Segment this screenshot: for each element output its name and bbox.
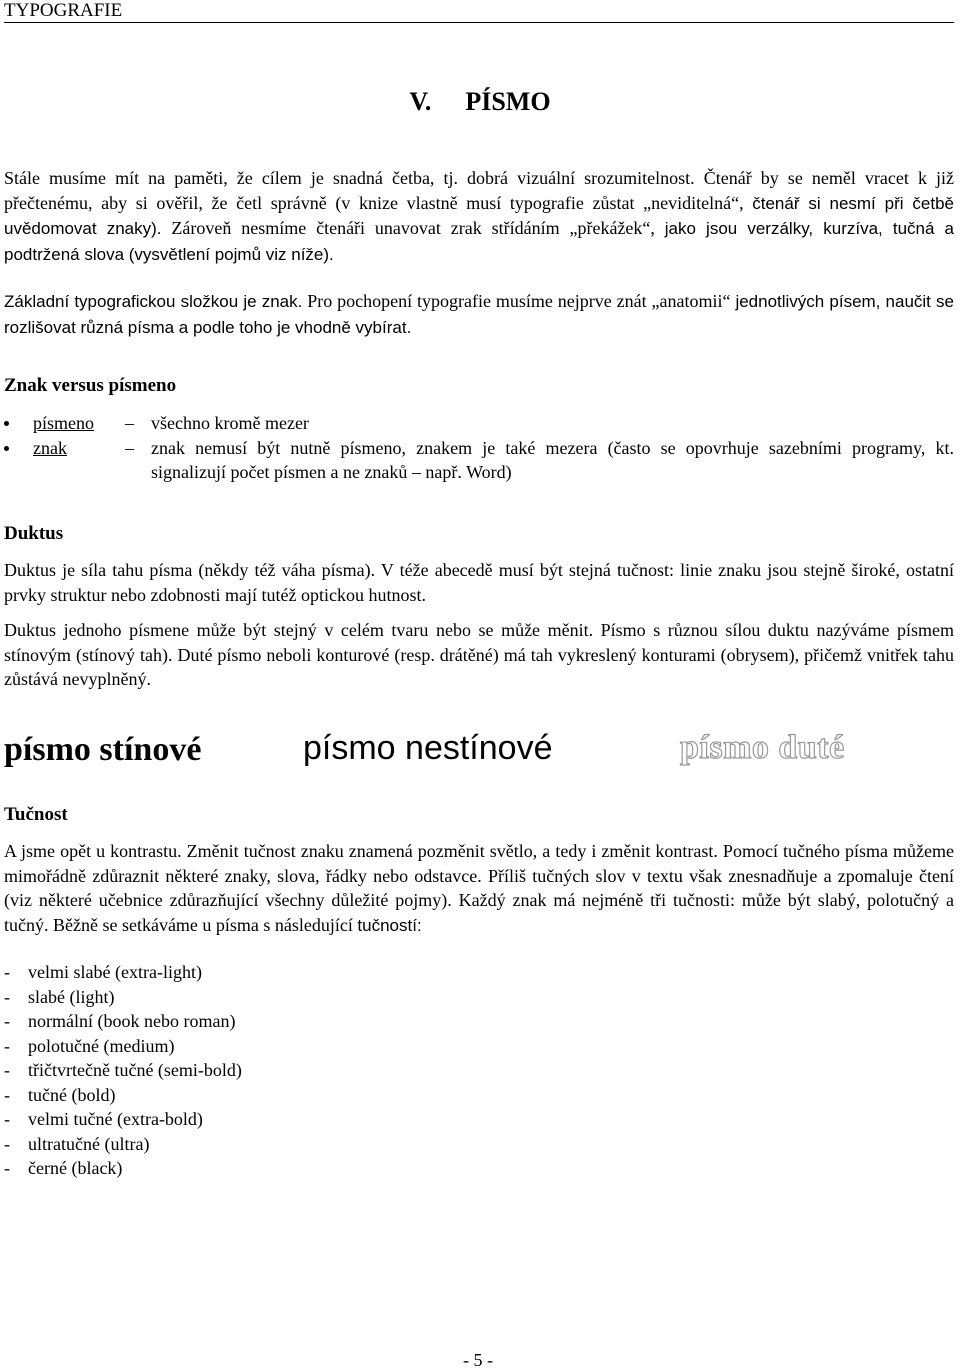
header-title: TYPOGRAFIE bbox=[4, 0, 123, 21]
list-dash: - bbox=[4, 1158, 10, 1178]
heading-duktus: Duktus bbox=[4, 523, 64, 544]
bullet-dash: – bbox=[125, 437, 134, 458]
weight-list-item bbox=[4, 1107, 954, 1132]
intro-text-c-sans: jako jsou verzálky, kurzíva, tučná a podtržená slova (vysvětlení pojmů viz níže). bbox=[4, 219, 954, 264]
tucnost-text-sans: tučností: bbox=[357, 915, 422, 935]
weight-label: slabé (light) bbox=[28, 986, 115, 1007]
znak-bullet-list bbox=[4, 411, 954, 485]
page-number bbox=[0, 1349, 960, 1371]
weight-list-item bbox=[4, 960, 954, 985]
chapter-title bbox=[0, 86, 960, 118]
bullet-dot-icon bbox=[4, 421, 9, 426]
weight-label: velmi tučné (extra-bold) bbox=[28, 1109, 203, 1129]
weight-list-item bbox=[4, 1009, 954, 1034]
list-dash: - bbox=[4, 1133, 10, 1154]
weight-list-item bbox=[4, 1083, 954, 1108]
page-number-text: - 5 - bbox=[463, 1350, 493, 1370]
weight-label: normální (book nebo roman) bbox=[28, 1011, 236, 1031]
weight-list-item bbox=[4, 1156, 954, 1181]
bullet-dash: – bbox=[125, 413, 134, 433]
weight-label: ultratučné (ultra) bbox=[28, 1133, 150, 1154]
intro-text-b: Zároveň nesmíme čtenáři unavovat zrak střídáním „překážek“, bbox=[161, 218, 665, 238]
list-dash: - bbox=[4, 1109, 10, 1129]
intro-text-2: Pro pochopení typografie musíme nejprve znát „anatomii“ bbox=[302, 291, 736, 311]
intro-paragraph-2 bbox=[4, 289, 954, 340]
weight-label: polotučné (medium) bbox=[28, 1035, 175, 1056]
tucnost-paragraph bbox=[4, 839, 954, 938]
weight-list-item bbox=[4, 1034, 954, 1059]
bullet-item-znak bbox=[4, 436, 954, 485]
duktus-paragraph-2: Duktus jednoho písmene může být stejný v celém tvaru nebo se může měnit. Písmo s různou sílou duktu nazýváme písmem stínovým (stínový tah). Duté písmo neboli konturové (resp. drátěné) má tah vykreslený konturami (obrysem), přičemž vnitřek tahu zůstává nevyplněný. bbox=[4, 620, 954, 689]
weight-label: tučné (bold) bbox=[28, 1084, 116, 1105]
intro-text-2-sans: Základní typografickou složkou je znak. bbox=[4, 292, 303, 311]
weight-list-item bbox=[4, 985, 954, 1010]
intro-text-sans: čtenář si nesmí při četbě uvědomovat znaky). bbox=[4, 193, 954, 238]
list-dash: - bbox=[4, 1084, 10, 1105]
weight-label: velmi slabé (extra-light) bbox=[28, 962, 202, 982]
list-dash: - bbox=[4, 962, 10, 982]
font-samples bbox=[4, 726, 954, 776]
weight-list-item bbox=[4, 1058, 954, 1083]
intro-paragraph-1 bbox=[4, 166, 954, 267]
sample-non-shadow-font: písmo nestínové bbox=[303, 729, 553, 767]
duktus-paragraph-1: Duktus je síla tahu písma (někdy též váha písma). V téže abecedě musí být stejná tučnost: linie znaku jsou stejně široké, ostatní prvky struktur nebo zdobnosti mají tutéž optickou hutnost. bbox=[4, 560, 954, 605]
weight-list bbox=[4, 960, 954, 1181]
chapter-number: V. bbox=[409, 87, 432, 116]
bullet-term: znak bbox=[33, 437, 67, 458]
bullet-item-pismeno bbox=[4, 411, 954, 436]
list-dash: - bbox=[4, 986, 10, 1007]
weight-label: třičtvrtečně tučné (semi-bold) bbox=[28, 1060, 242, 1080]
list-dash: - bbox=[4, 1035, 10, 1056]
weight-list-item bbox=[4, 1132, 954, 1157]
heading-znak: Znak versus písmeno bbox=[4, 375, 177, 396]
tucnost-text: A jsme opět u kontrastu. Změnit tučnost znaku znamená pozměnit světlo, a tedy i změnit kontrast. Pomocí tučného písma můžeme mimořádně zdůraznit některé znaky, slova, řádky nebo odstavce. Příliš tučných slov v textu však znesnadňuje a zpomaluje čtení (viz některé učebnice zdůrazňující všechny důležité pojmy). Každý znak má nejméně tři tučnosti: může být slabý, polotučný a tučný. Běžně se setkáváme u písma s následující bbox=[4, 841, 954, 935]
sample-hollow-font: písmo duté bbox=[680, 729, 845, 766]
list-dash: - bbox=[4, 1011, 10, 1031]
sample-shadow-font: písmo stínové bbox=[4, 731, 202, 768]
weight-label: černé (black) bbox=[28, 1158, 123, 1178]
bullet-desc: všechno kromě mezer bbox=[151, 413, 309, 433]
list-dash: - bbox=[4, 1060, 10, 1080]
intro-text-2b-sans: jednotlivých písem, naučit se rozlišovat různá písma a podle toho je vhodně vybírat. bbox=[4, 292, 954, 337]
bullet-dot-icon bbox=[4, 446, 9, 451]
bullet-term: písmeno bbox=[33, 413, 94, 433]
chapter-name: PÍSMO bbox=[465, 87, 551, 116]
intro-text: Stále musíme mít na paměti, že cílem je snadná četba, tj. dobrá vizuální srozumitelnost. Čtenář by se neměl vracet k již přečtenému, aby si ověřil, že četl správně (v knize vlastně musí typografie zůstat „neviditelná“, bbox=[4, 168, 954, 213]
bullet-desc: znak nemusí být nutně písmeno, znakem je také mezera (často se opovrhuje sazebními programy, kt. signalizují počet písmen a ne znaků – např. Word) bbox=[151, 437, 954, 482]
running-header bbox=[4, 0, 954, 23]
heading-tucnost: Tučnost bbox=[4, 804, 68, 825]
